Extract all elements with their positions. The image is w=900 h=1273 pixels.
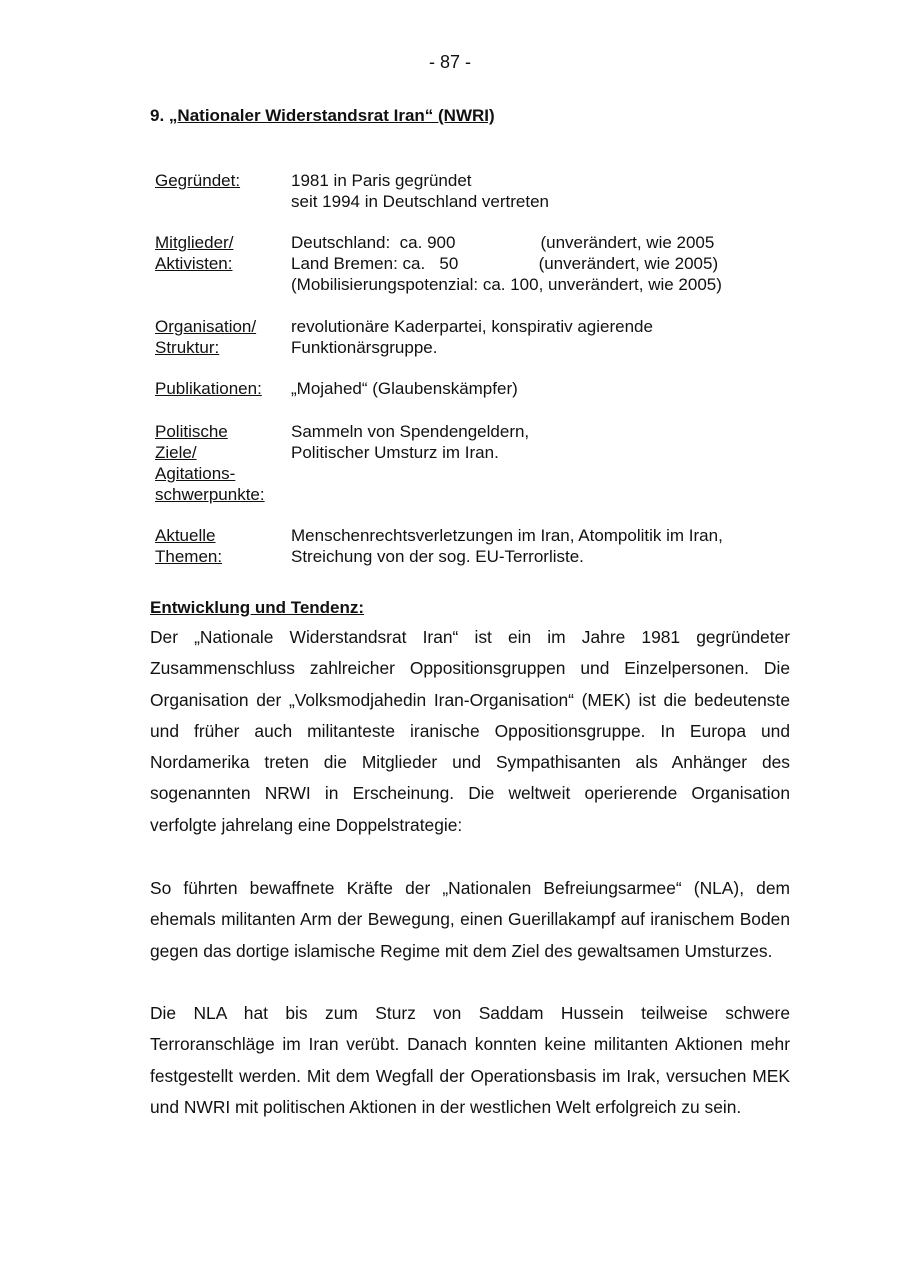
development-heading: Entwicklung und Tendenz: (150, 598, 365, 617)
fact-label-line: Publikationen: (155, 379, 262, 398)
fact-label-line: Agitations- (155, 464, 236, 483)
fact-value-line: Menschenrechtsverletzungen im Iran, Atompolitik im Iran, (291, 526, 723, 545)
fact-label-line: Themen: (155, 547, 223, 566)
fact-label (155, 316, 285, 358)
page-number: - 87 - (428, 52, 471, 72)
fact-label-line: Struktur: (155, 338, 220, 357)
fact-value-line: Sammeln von Spendengeldern, (291, 422, 530, 441)
fact-value (291, 421, 771, 463)
fact-value-line: Streichung von der sog. EU-Terrorliste. (291, 547, 584, 566)
fact-value-line: (Mobilisierungspotenzial: ca. 100, unverändert, wie 2005) (291, 275, 722, 294)
fact-label-line: Mitglieder/ (155, 233, 234, 252)
fact-label (155, 232, 285, 274)
fact-label-line: Gegründet: (155, 171, 241, 190)
fact-value-line: Land Bremen: ca. 50 (unverändert, wie 2005) (291, 254, 719, 273)
fact-label (155, 421, 285, 505)
fact-value (291, 316, 771, 358)
fact-label (155, 170, 285, 191)
fact-value-line: Funktionärsgruppe. (291, 338, 438, 357)
fact-value-line: Deutschland: ca. 900 (unverändert, wie 2005 (291, 233, 715, 252)
fact-value (291, 378, 771, 399)
fact-label-line: Organisation/ (155, 317, 257, 336)
section-title (150, 106, 495, 126)
fact-label-line: Aktivisten: (155, 254, 233, 273)
fact-value-line: revolutionäre Kaderpartei, konspirativ agierende (291, 317, 653, 336)
fact-value (291, 170, 771, 212)
fact-label-line: Ziele/ (155, 443, 197, 462)
fact-label-line: Politische (155, 422, 228, 441)
development-paragraph: So führten bewaffnete Kräfte der „Nationalen Befreiungsarmee“ (NLA), dem ehemals militanten Arm der Bewegung, einen Guerillakampf auf iranischem Boden gegen das dortige islamische Regime mit dem Ziel des gewaltsamen Umsturzes. (150, 878, 790, 961)
development-paragraph: Die NLA hat bis zum Sturz von Saddam Hussein teilweise schwere Terroranschläge im Iran verübt. Danach konnten keine militanten Aktionen mehr festgestellt werden. Mit dem Wegfall der Operationsbasis im Irak, versuchen MEK und NWRI mit politischen Aktionen in der westlichen Welt erfolgreich zu sein. (150, 1003, 790, 1117)
section-title-text: „Nationaler Widerstandsrat Iran“ (NWRI) (168, 106, 495, 125)
fact-value (291, 525, 771, 567)
section-number: 9. (150, 106, 165, 125)
fact-label (155, 525, 285, 567)
fact-label-line: schwerpunkte: (155, 485, 265, 504)
development-paragraph: Der „Nationale Widerstandsrat Iran“ ist ein im Jahre 1981 gegründeter Zusammenschluss zahlreicher Oppositionsgruppen und Einzelpersonen. Die Organisation der „Volksmodjahedin Iran-Organisation“ (MEK) ist die bedeutenste und früher auch militanteste iranische Oppositionsgruppe. In Europa und Nordamerika treten die Mitglieder und Sympathisanten als Anhänger des sogenannten NRWI in Erscheinung. Die weltweit operierende Organisation verfolgte jahrelang eine Doppelstrategie: (150, 627, 790, 835)
fact-label (155, 378, 285, 399)
fact-value-line: Politischer Umsturz im Iran. (291, 443, 499, 462)
fact-value-line: „Mojahed“ (Glaubenskämpfer) (291, 379, 518, 398)
fact-value-line: 1981 in Paris gegründet (291, 171, 472, 190)
fact-value (291, 232, 771, 295)
fact-label-line: Aktuelle (155, 526, 216, 545)
fact-value-line: seit 1994 in Deutschland vertreten (291, 192, 549, 211)
